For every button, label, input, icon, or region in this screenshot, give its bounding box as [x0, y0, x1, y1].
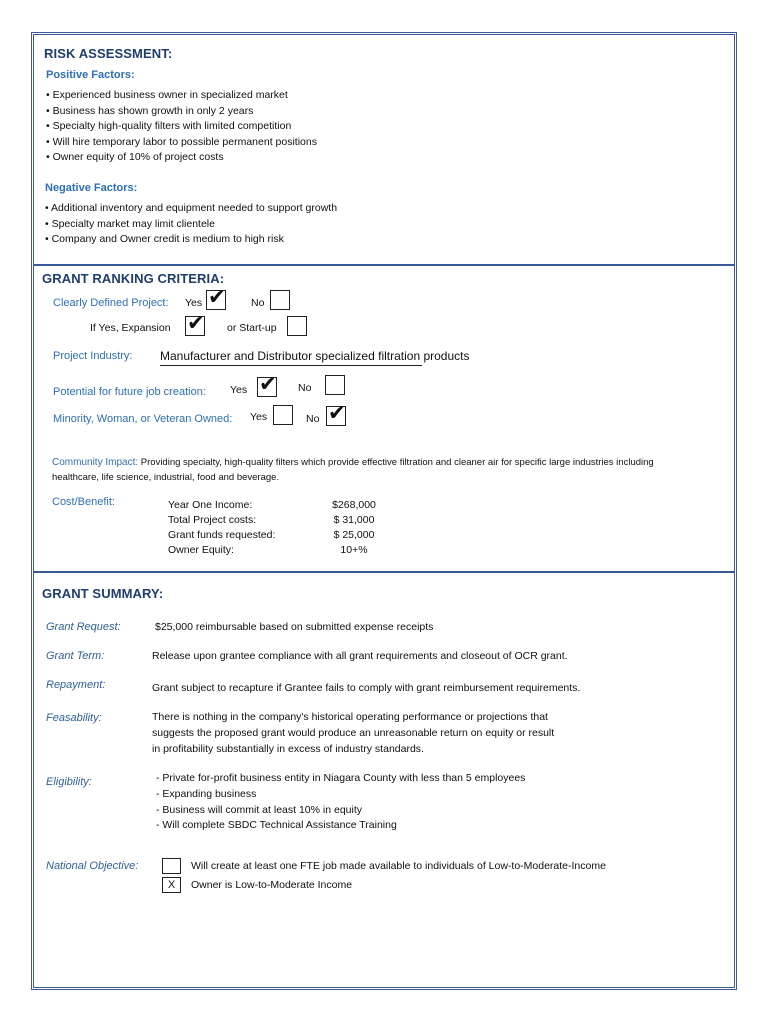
page-frame: [31, 32, 737, 990]
check-icon: ✔: [187, 312, 205, 335]
list-item: • Business has shown growth in only 2 years: [46, 104, 254, 117]
cost-row-label: Year One Income:: [168, 499, 253, 511]
request-label: Grant Request:: [46, 621, 121, 633]
cost-benefit-label: Cost/Benefit:: [52, 496, 115, 508]
check-icon: ✔: [328, 402, 346, 425]
defined-yes-label: Yes: [185, 297, 203, 309]
check-icon: ✔: [208, 286, 226, 309]
minority-yes-checkbox[interactable]: [273, 405, 293, 425]
eligibility-label: Eligibility:: [46, 776, 92, 788]
industry-label: Project Industry:: [53, 350, 133, 362]
defined-no-label: No: [251, 297, 265, 309]
feasability-line: in profitability substantially in excess of industry standards.: [152, 742, 424, 755]
national-objective-label: National Objective:: [46, 860, 139, 872]
industry-value: Manufacturer and Distributor specialized filtration products: [160, 349, 470, 363]
expansion-checkbox[interactable]: [185, 312, 205, 336]
minority-no-label: No: [306, 413, 320, 425]
job-no-checkbox[interactable]: [325, 375, 345, 395]
cost-row-value: $268,000: [332, 499, 376, 511]
startup-label: or Start-up: [227, 322, 277, 334]
cost-row-value: $ 31,000: [333, 514, 375, 526]
eligibility-list: [156, 771, 525, 834]
repayment-label: Repayment:: [46, 679, 106, 691]
list-item: - Private for-profit business entity in Niagara County with less than 5 employees: [156, 772, 526, 784]
negative-list: [45, 201, 337, 248]
job-creation-label: Potential for future job creation:: [53, 386, 206, 398]
term-text: Release upon grantee compliance with all grant requirements and closeout of OCR grant.: [152, 650, 568, 662]
startup-checkbox[interactable]: [287, 316, 307, 336]
cost-row-value: $ 25,000: [333, 529, 375, 541]
repayment-text: Grant subject to recapture if Grantee fails to comply with grant reimbursement requirements.: [152, 682, 581, 694]
list-item: • Experienced business owner in specialized market: [46, 89, 288, 101]
risk-heading: RISK ASSESSMENT:: [44, 46, 173, 61]
feasability-label: Feasability:: [46, 712, 102, 724]
community-impact: [52, 457, 654, 468]
list-item: - Expanding business: [156, 787, 257, 800]
defined-project-label: Clearly Defined Project:: [53, 297, 169, 309]
national-objective-owner-text: Owner is Low-to-Moderate Income: [191, 879, 353, 891]
list-item: - Business will commit at least 10% in equity: [156, 803, 362, 816]
national-objective-fte-checkbox[interactable]: [162, 858, 181, 874]
cost-row-label: Owner Equity:: [168, 544, 234, 556]
national-objective-fte-text: Will create at least one FTE job made available to individuals of Low-to-Moderate-Income: [191, 860, 606, 872]
feasability-line: There is nothing in the company's historical operating performance or projections that: [152, 711, 548, 723]
list-item: • Specialty high-quality filters with limited competition: [46, 120, 292, 133]
list-item: • Specialty market may limit clientele: [45, 217, 215, 230]
feasability-text: [152, 710, 554, 757]
cost-values: [325, 498, 383, 558]
negative-heading: Negative Factors:: [45, 182, 138, 194]
cost-row-label: Grant funds requested:: [168, 529, 276, 541]
minority-no-checkbox[interactable]: [326, 402, 346, 426]
check-icon: ✔: [259, 373, 277, 396]
national-objective-owner-checkbox[interactable]: X: [162, 877, 181, 893]
job-yes-checkbox[interactable]: [257, 373, 277, 397]
minority-label: Minority, Woman, or Veteran Owned:: [53, 413, 233, 425]
defined-yes-checkbox[interactable]: [206, 286, 226, 310]
minority-yes-label: Yes: [250, 411, 268, 423]
job-no-label: No: [298, 382, 312, 394]
list-item: - Will complete SBDC Technical Assistance Training: [156, 819, 397, 832]
job-yes-label: Yes: [230, 384, 248, 396]
ranking-heading: GRANT RANKING CRITERIA:: [42, 271, 225, 286]
list-item: • Owner equity of 10% of project costs: [46, 151, 224, 164]
section-divider: [34, 264, 734, 266]
defined-no-checkbox[interactable]: [270, 290, 290, 310]
request-text: $25,000 reimbursable based on submitted expense receipts: [155, 621, 434, 633]
community-text-2: healthcare, life science, industrial, food and beverage.: [52, 472, 280, 483]
cost-row-label: Total Project costs:: [168, 514, 257, 526]
cost-row-value: 10+%: [340, 544, 368, 556]
positive-heading: Positive Factors:: [46, 69, 135, 81]
community-text: Providing specialty, high-quality filters which provide effective filtration and cleaner air for specific large industries including: [140, 457, 654, 468]
list-item: • Will hire temporary labor to possible permanent positions: [46, 135, 317, 148]
cost-labels: [168, 498, 275, 558]
section-divider: [34, 571, 734, 573]
community-label: Community Impact:: [52, 457, 139, 468]
summary-heading: GRANT SUMMARY:: [42, 586, 164, 601]
positive-list: [46, 88, 317, 166]
list-item: • Additional inventory and equipment needed to support growth: [45, 202, 338, 214]
feasability-line: suggests the proposed grant would produce an unreasonable return on equity or result: [152, 726, 555, 739]
term-label: Grant Term:: [46, 650, 105, 662]
list-item: • Company and Owner credit is medium to high risk: [45, 233, 284, 246]
if-yes-expansion-label: If Yes, Expansion: [90, 322, 171, 334]
